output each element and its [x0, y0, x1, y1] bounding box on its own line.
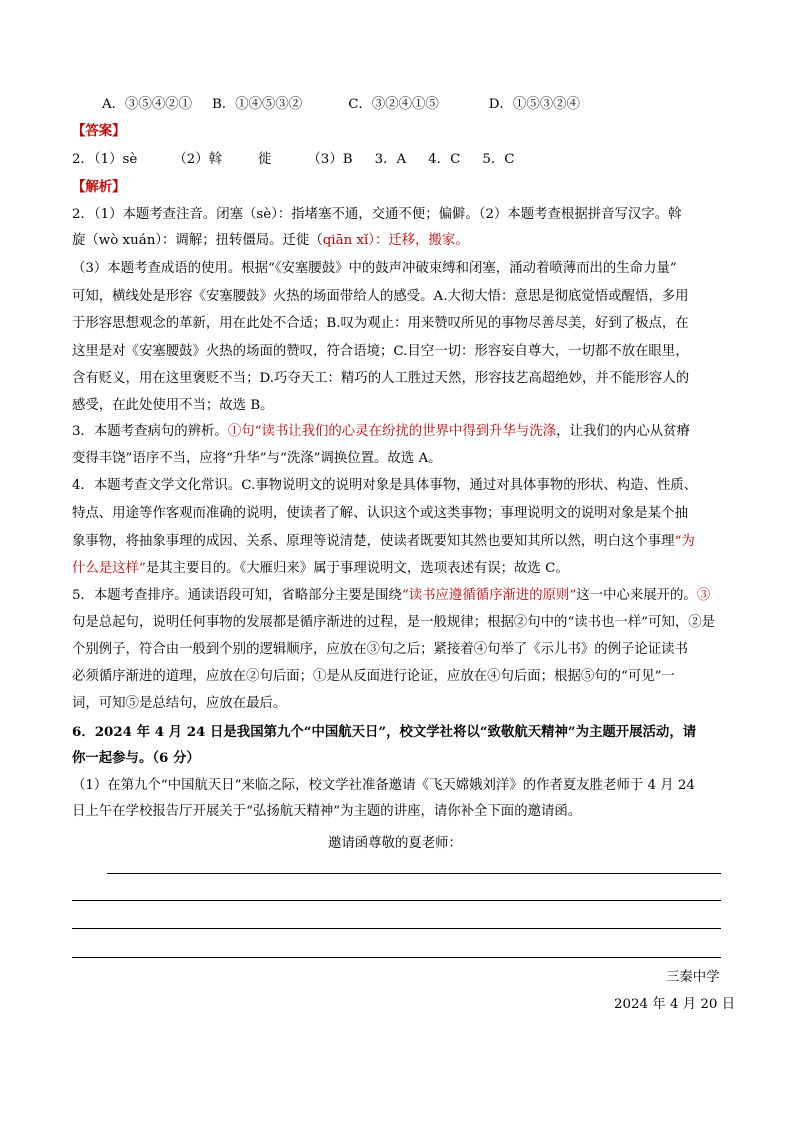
analysis-line: 于形容思想观念的革新，用在此处不合适；B.叹为观止：用来赞叹所见的事物尽善尽美，好到了极点，在 — [72, 316, 689, 331]
answer-q2-2b: 徙 — [258, 152, 272, 167]
letter-date: 2024 年 4 月 20 日 — [614, 997, 736, 1012]
analysis-line — [72, 560, 569, 578]
answer-heading: 【答案】 — [72, 123, 126, 139]
analysis-highlight: ③ — [696, 588, 711, 603]
answer-q3: 3．A — [374, 152, 407, 167]
question-6-line: 6．2024 年 4 月 24 日是我国第九个“中国航天日”，校文学社将以“致敬航天精神”为主题开展活动，请 — [72, 724, 697, 740]
analysis-line — [72, 587, 710, 605]
analysis-line: 变得丰饶”语序不当，应将“升华”与“洗涤”调换位置。故选 A。 — [72, 451, 442, 466]
answer-q2-1: 2．（1）sè — [72, 152, 138, 167]
question-6-line: 日上午在学校报告厅开展关于“弘扬航天精神”为主题的讲座，请你补全下面的邀请函。 — [72, 804, 582, 819]
analysis-line: 4．本题考查文学文化常识。C.事物说明文的说明对象是具体事物，通过对具体事物的形状、构造、性质、 — [72, 478, 698, 493]
answer-blank-line — [72, 900, 721, 901]
analysis-text: 这一中心来展开的。 — [576, 588, 697, 603]
analysis-line — [72, 232, 469, 250]
answer-q2-2: （2）斡 — [173, 152, 223, 167]
letter-title: 邀请函尊敬的夏老师： — [328, 836, 462, 851]
analysis-highlight: qiān xǐ）：迁移，搬家。 — [322, 233, 469, 248]
answer-blank-line — [107, 873, 721, 874]
analysis-text: 5．本题考查排序。通读语段可知，省略部分主要是围绕 — [72, 588, 402, 603]
letter-signature: 三秦中学 — [666, 970, 720, 985]
question-6-line: （1）在第九个“中国航天日”来临之际，校文学社准备邀请《飞天嫦娥刘洋》的作者夏友胜老师于 4 月 24 — [72, 778, 695, 793]
analysis-line — [72, 423, 690, 441]
option-d: D．①⑤③②④ — [488, 97, 580, 112]
options-line — [102, 96, 580, 114]
option-a: A．③⑤④②① — [102, 97, 193, 112]
analysis-highlight: “为 — [674, 534, 695, 549]
analysis-line: 这里是对《安塞腰鼓》火热的场面的赞叹，符合语境；C.目空一切：形容妄自尊大，一切都不放在眼里， — [72, 344, 689, 359]
analysis-line: 特点、用途等作客观而准确的说明，使读者了解、认识这个或这类事物；事理说明文的说明对象是某个抽 — [72, 506, 688, 521]
analysis-highlight: “读书应遵循循序渐进的原则” — [401, 588, 577, 603]
analysis-line: 2．（1）本题考查注音。闭塞（sè）：指堵塞不通，交通不便；偏僻。（2）本题考查根据拼音写汉字。斡 — [72, 207, 682, 222]
analysis-line: 句是总起句，说明任何事物的发展都是循序渐进的过程，是一般规律；根据②句中的“读书也一样”可知，②是 — [72, 615, 716, 630]
answer-blank-line — [72, 928, 721, 929]
option-c: C．③②④①⑤ — [348, 97, 439, 112]
analysis-line: 个别例子，符合由一般到个别的逻辑顺序，应放在③句之后；紧接着④句举了《示儿书》的例子论证读书 — [72, 642, 688, 657]
analysis-line: 感受，在此处使用不当；故选 B。 — [72, 398, 274, 413]
analysis-line — [72, 533, 695, 551]
answer-line — [72, 151, 514, 169]
analysis-line: 词，可知⑤是总结句，应放在最后。 — [72, 696, 287, 711]
analysis-text: 是其主要目的。《大雁归来》属于事理说明文，选项表述有误；故选 C。 — [145, 561, 569, 576]
analysis-line: （3）本题考查成语的使用。根据“《安塞腰鼓》中的鼓声冲破束缚和闭塞，涌动着喷薄而出的生命力量” — [72, 261, 677, 276]
question-6-line: 你一起参与。（6 分） — [72, 750, 200, 766]
analysis-highlight: 什么是这样” — [72, 561, 146, 576]
analysis-text: 旋（wò xuán）：调解；扭转僵局。迁徙（ — [72, 233, 323, 248]
answer-blank-line — [72, 957, 721, 958]
analysis-line: 含有贬义，用在这里褒贬不当；D.巧夺天工：精巧的人工胜过天然，形容技艺高超绝妙，并不能形容人的 — [72, 371, 690, 386]
analysis-text: ，让我们的内心从贫瘠 — [556, 424, 690, 439]
answer-q4: 4．C — [428, 152, 461, 167]
analysis-text: 3．本题考查病句的辨析。 — [72, 424, 228, 439]
analysis-highlight: ①句“读书让我们的心灵在纷扰的世界中得到升华与洗涤 — [227, 424, 557, 439]
analysis-text: 象事物，将抽象事理的成因、关系、原理等说清楚，使读者既要知其然也要知其所以然，明白这个事理 — [72, 534, 675, 549]
analysis-line: 必须循序渐进的道理，应放在②句后面；①是从反面进行论证，应放在④句后面；根据⑤句的“可见”一 — [72, 669, 675, 684]
answer-q2-3: （3）B — [307, 152, 353, 167]
analysis-heading: 【解析】 — [72, 179, 126, 195]
analysis-line: 可知，横线处是形容《安塞腰鼓》火热的场面带给人的感受。A.大彻大悟：意思是彻底觉悟或醒悟，多用 — [72, 289, 689, 304]
option-b: B．①④⑤③② — [212, 97, 303, 112]
answer-q5: 5．C — [482, 152, 515, 167]
